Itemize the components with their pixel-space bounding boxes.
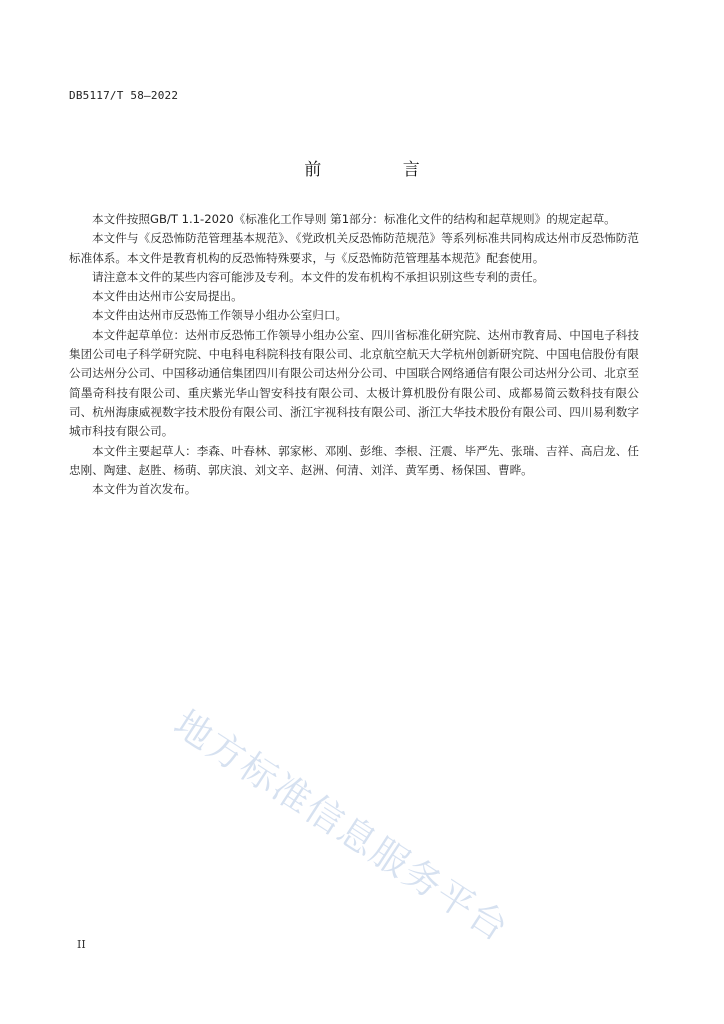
document-code: DB5117/T 58—2022 <box>69 89 179 102</box>
paragraph-drafters: 本文件主要起草人：李森、叶春林、郭家彬、邓刚、彭维、李根、汪震、毕严先、张瑞、吉祥、高启龙、任忠刚、陶建、赵胜、杨萌、郭庆浪、刘文辛、赵洲、何清、刘洋、黄军勇、杨保国、曹晔。 <box>69 443 639 477</box>
paragraph-proposed-by: 本文件由达州市公安局提出。 <box>92 289 243 304</box>
foreword-body <box>69 210 639 499</box>
watermark: 地方标准信息服务平台 <box>166 701 517 951</box>
section-title: 前 言 <box>304 160 458 180</box>
paragraph-drafting-rules: 本文件按照GB/T 1.1-2020《标准化工作导则 第1部分：标准化文件的结构和起草规则》的规定起草。 <box>92 212 616 226</box>
paragraph-standard-system: 本文件与《反恐怖防范管理基本规范》、《党政机关反恐怖防范规范》等系列标准共同构成达州市反恐怖防范标准体系。本文件是教育机构的反恐怖特殊要求，与《反恐怖防范管理基本规范》配套使用。 <box>69 231 639 265</box>
paragraph-drafting-organizations: 本文件起草单位：达州市反恐怖工作领导小组办公室、四川省标准化研究院、达州市教育局、中国电子科技集团公司电子科学研究院、中电科电科院科技有限公司、北京航空航天大学杭州创新研究院、中国电信股份有限公司达州分公司、中国移动通信集团四川有限公司达州分公司、中国联合网络通信有限公司达州分公司、北京至简墨奇科技有限公司、重庆紫光华山智安科技有限公司、太极计算机股份有限公司、成都易简云数科技有限公司、杭州海康威视数字技术股份有限公司、浙江宇视科技有限公司、浙江大华技术股份有限公司、四川易利数字城市科技有限公司。 <box>69 327 639 439</box>
page-number: II <box>77 938 86 951</box>
paragraph-patent-notice: 请注意本文件的某些内容可能涉及专利。本文件的发布机构不承担识别这些专利的责任。 <box>92 269 545 284</box>
paragraph-first-release: 本文件为首次发布。 <box>92 482 197 497</box>
paragraph-centralized-by: 本文件由达州市反恐怖工作领导小组办公室归口。 <box>92 308 348 323</box>
